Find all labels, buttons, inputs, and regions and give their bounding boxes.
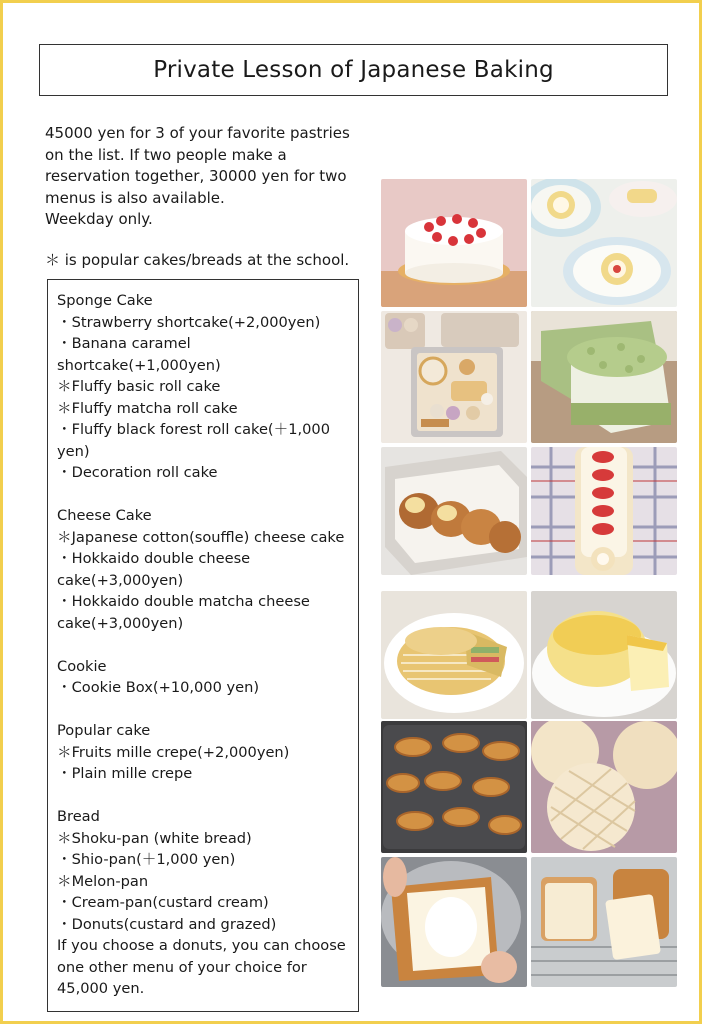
menu-item: ＊Fluffy matcha roll cake xyxy=(57,399,238,417)
section-title: Sponge Cake xyxy=(57,292,153,309)
menu-item: ・Cookie Box(+10,000 yen) xyxy=(57,679,260,696)
intro-line: on the list. If two people make a xyxy=(45,145,287,164)
menu-item: ＊Shoku-pan (white bread) xyxy=(57,829,252,847)
menu-item: ・Strawberry shortcake(+2,000yen) xyxy=(57,313,321,331)
photo-shoku-pan xyxy=(531,857,677,987)
menu-item: ・Banana caramel xyxy=(57,335,191,352)
page-title xyxy=(39,44,668,96)
menu-item: shortcake(+1,000yen) xyxy=(57,356,221,374)
menu-item: ＊Fruits mille crepe(+2,000yen) xyxy=(57,743,290,761)
intro-line: reservation together, 30000 yen for two xyxy=(45,167,347,185)
menu-item: ・Hokkaido double matcha cheese xyxy=(57,593,310,610)
photo-melon-pan xyxy=(531,721,677,853)
intro-line: menus is also available. xyxy=(45,188,225,207)
menu-item: ＊Melon-pan xyxy=(57,872,149,890)
menu-item: ・Cream-pan(custard cream) xyxy=(57,894,269,911)
popular-note: ＊ is popular cakes/breads at the school. xyxy=(45,251,350,269)
menu-item: ・Shio-pan(＋1,000 yen) xyxy=(57,851,236,868)
section-sponge-cake xyxy=(57,290,352,484)
menu-item: ・Decoration roll cake xyxy=(57,464,218,481)
section-title: Popular cake xyxy=(57,722,151,739)
menu-item: ・Plain mille crepe xyxy=(57,765,193,782)
menu-item: ＊Fluffy basic roll cake xyxy=(57,378,221,395)
section-bread xyxy=(57,806,352,1000)
page-title-text: Private Lesson of Japanese Baking xyxy=(153,57,554,83)
photo-cookie-box xyxy=(381,311,527,443)
donut-note-line: If you choose a donuts, you can choose xyxy=(57,937,346,954)
menu-item: ・Donuts(custard and grazed) xyxy=(57,915,277,933)
menu-item: ・Hokkaido double cheese xyxy=(57,550,251,567)
photo-strawberry-roll-cake xyxy=(531,447,677,575)
menu-item: ・Fluffy black forest roll cake(＋1,000 xyxy=(57,421,330,438)
photo-white-bread-hands xyxy=(381,857,527,987)
menu-item: cake(+3,000yen) xyxy=(57,614,184,632)
photo-croissants xyxy=(381,721,527,853)
section-popular-cake xyxy=(57,720,352,785)
photo-matcha-cake xyxy=(531,311,677,443)
photo-grid xyxy=(381,179,679,987)
section-title: Cheese Cake xyxy=(57,507,152,524)
intro-text xyxy=(45,123,355,231)
photo-roll-cake-plates xyxy=(531,179,677,307)
section-title: Bread xyxy=(57,808,100,825)
donut-note-line: 45,000 yen. xyxy=(57,980,145,997)
section-cookie xyxy=(57,656,352,699)
menu-list xyxy=(47,279,359,1012)
intro-line: 45000 yen for 3 of your favorite pastries xyxy=(45,124,350,142)
photo-strawberry-shortcake xyxy=(381,179,527,307)
photo-donuts-box xyxy=(381,447,527,575)
section-title: Cookie xyxy=(57,657,107,675)
section-cheese-cake xyxy=(57,505,352,634)
menu-item: cake(+3,000yen) xyxy=(57,571,184,589)
menu-item: yen) xyxy=(57,442,90,460)
photo-cotton-cheesecake xyxy=(531,591,677,719)
donut-note-line: one other menu of your choice for xyxy=(57,958,307,976)
photo-mille-crepe xyxy=(381,591,527,719)
intro-line: Weekday only. xyxy=(45,210,153,228)
menu-item: ＊Japanese cotton(souffle) cheese cake xyxy=(57,528,345,546)
